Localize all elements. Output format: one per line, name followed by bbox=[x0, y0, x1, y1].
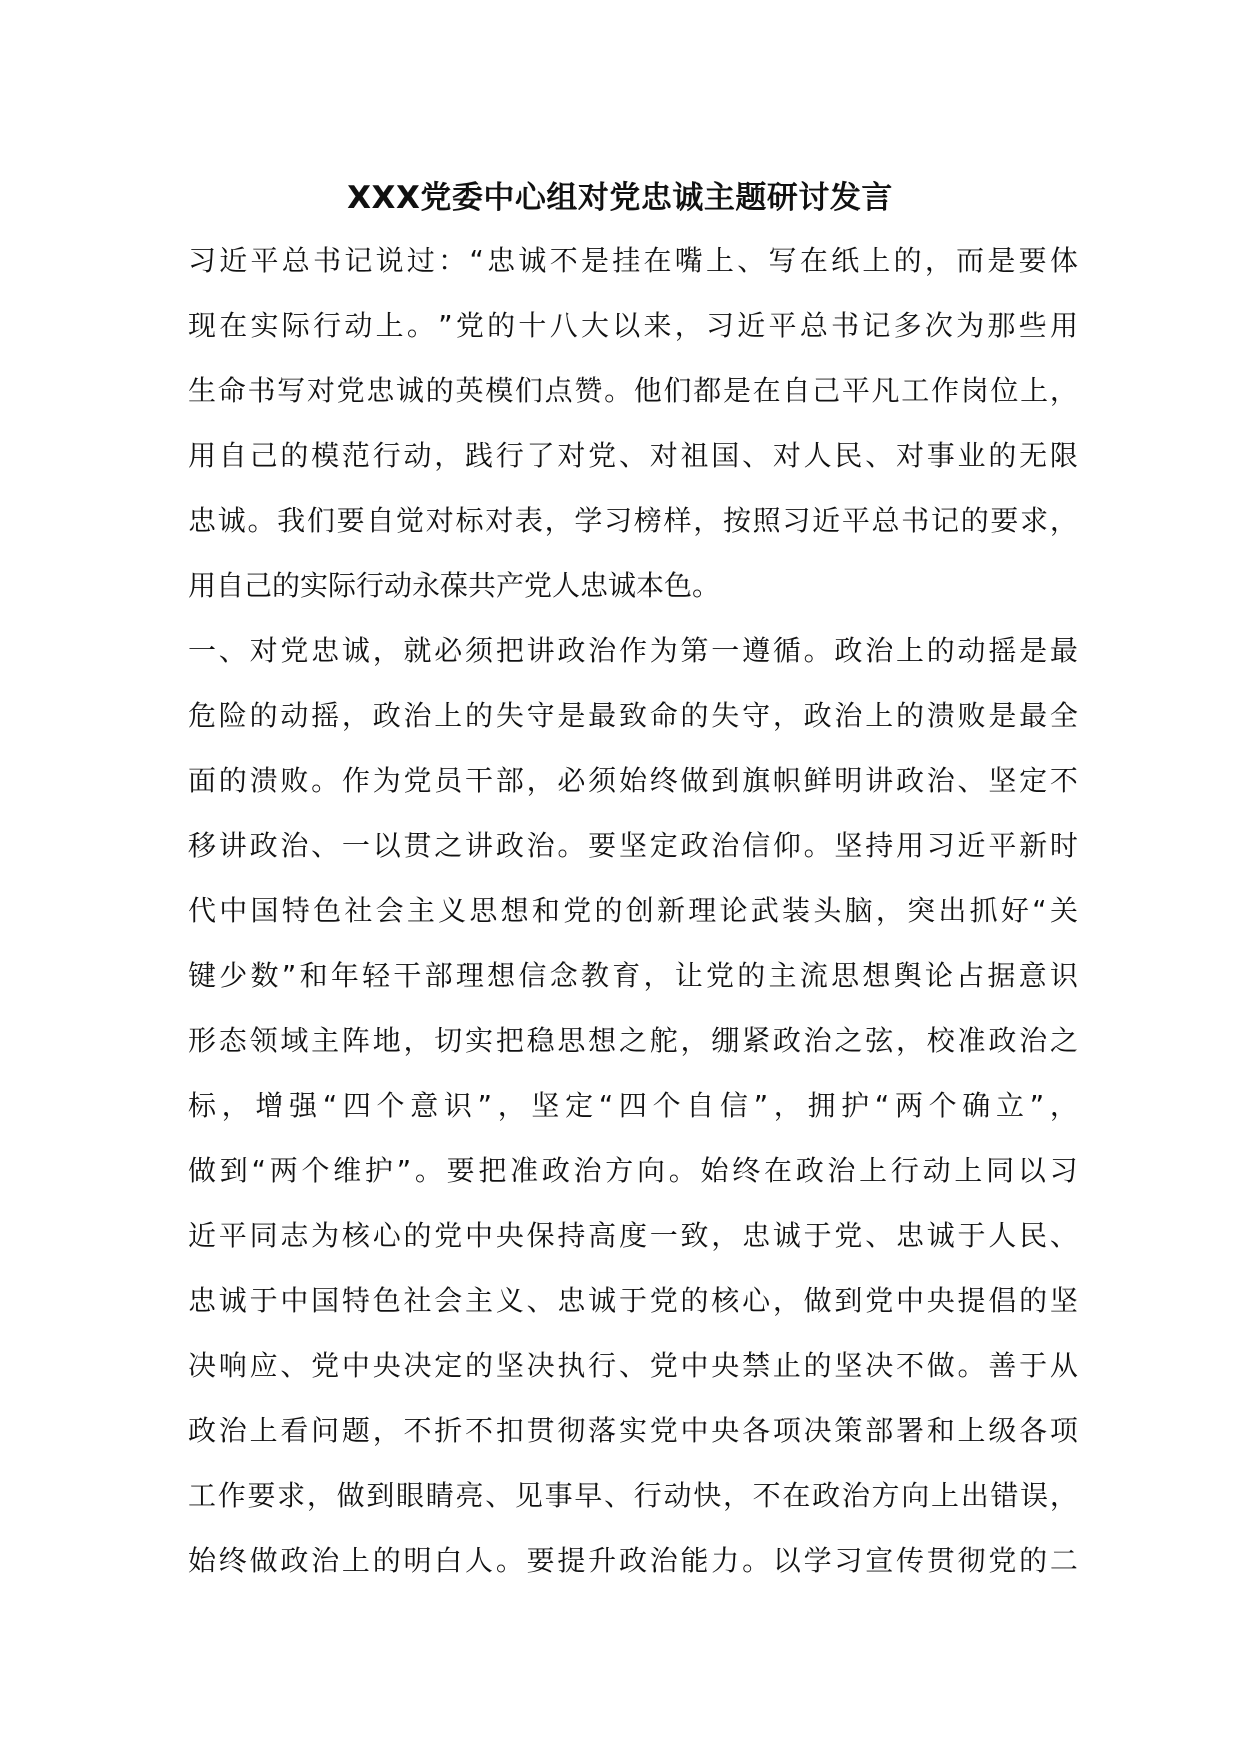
text-line: 生 命 书 写 对 党 忠 诚 的 英 模 们 点 赞 。 他 们 都 是 在 自 己 平 凡 工 作 岗 位 上 ， bbox=[188, 374, 1078, 407]
text-line: 一 、 对 党 忠 诚 ， 就 必 须 把 讲 政 治 作 为 第 一 遵 循 。 政 治 上 的 动 摇 是 最 bbox=[188, 634, 1078, 667]
text-line: 忠 诚 于 中 国 特 色 社 会 主 义 、 忠 诚 于 党 的 核 心 ， 做 到 党 中 央 提 倡 的 坚 bbox=[188, 1284, 1078, 1317]
text-line: 现 在 实 际 行 动 上 。 ” 党 的 十 八 大 以 来 ， 习 近 平 总 书 记 多 次 为 那 些 用 bbox=[188, 309, 1078, 342]
text-line: 工 作 要 求 ， 做 到 眼 睛 亮 、 见 事 早 、 行 动 快 ， 不 在 政 治 方 向 上 出 错 误 ， bbox=[188, 1479, 1078, 1512]
text-line: 用自己的实际行动永葆共产党人忠诚本色。 bbox=[188, 569, 721, 602]
text-line: 做 到 “ 两 个 维 护 ” 。 要 把 准 政 治 方 向 。 始 终 在 政 治 上 行 动 上 同 以 习 bbox=[188, 1154, 1078, 1187]
text-line: 习 近 平 总 书 记 说 过 ： “ 忠 诚 不 是 挂 在 嘴 上 、 写 在 纸 上 的 ， 而 是 要 体 bbox=[188, 244, 1078, 277]
document-title: XXX党委中心组对党忠诚主题研讨发言 bbox=[347, 180, 893, 216]
text-line: 近 平 同 志 为 核 心 的 党 中 央 保 持 高 度 一 致 ， 忠 诚 于 党 、 忠 诚 于 人 民 、 bbox=[188, 1219, 1078, 1252]
text-line: 决 响 应 、 党 中 央 决 定 的 坚 决 执 行 、 党 中 央 禁 止 的 坚 决 不 做 。 善 于 从 bbox=[188, 1349, 1078, 1382]
text-line: 危 险 的 动 摇 ， 政 治 上 的 失 守 是 最 致 命 的 失 守 ， 政 治 上 的 溃 败 是 最 全 bbox=[188, 699, 1078, 732]
text-line: 政 治 上 看 问 题 ， 不 折 不 扣 贯 彻 落 实 党 中 央 各 项 决 策 部 署 和 上 级 各 项 bbox=[188, 1414, 1078, 1447]
text-line: 标 ， 增 强 “ 四 个 意 识 ” ， 坚 定 “ 四 个 自 信 ” ， 拥 护 “ 两 个 确 立 ” ， bbox=[188, 1089, 1078, 1122]
text-line: 忠 诚 。 我 们 要 自 觉 对 标 对 表 ， 学 习 榜 样 ， 按 照 习 近 平 总 书 记 的 要 求 ， bbox=[188, 504, 1078, 537]
text-line: 形 态 领 域 主 阵 地 ， 切 实 把 稳 思 想 之 舵 ， 绷 紧 政 治 之 弦 ， 校 准 政 治 之 bbox=[188, 1024, 1078, 1057]
text-line: 移 讲 政 治 、 一 以 贯 之 讲 政 治 。 要 坚 定 政 治 信 仰 。 坚 持 用 习 近 平 新 时 bbox=[188, 829, 1078, 862]
document-body bbox=[188, 240, 1078, 1605]
text-line: 键 少 数 ” 和 年 轻 干 部 理 想 信 念 教 育 ， 让 党 的 主 流 思 想 舆 论 占 据 意 识 bbox=[188, 959, 1078, 992]
text-line: 面 的 溃 败 。 作 为 党 员 干 部 ， 必 须 始 终 做 到 旗 帜 鲜 明 讲 政 治 、 坚 定 不 bbox=[188, 764, 1078, 797]
text-line: 用 自 己 的 模 范 行 动 ， 践 行 了 对 党 、 对 祖 国 、 对 人 民 、 对 事 业 的 无 限 bbox=[188, 439, 1078, 472]
text-line: 代 中 国 特 色 社 会 主 义 思 想 和 党 的 创 新 理 论 武 装 头 脑 ， 突 出 抓 好 “ 关 bbox=[188, 894, 1078, 927]
text-line: 始 终 做 政 治 上 的 明 白 人 。 要 提 升 政 治 能 力 。 以 学 习 宣 传 贯 彻 党 的 二 bbox=[188, 1544, 1078, 1577]
